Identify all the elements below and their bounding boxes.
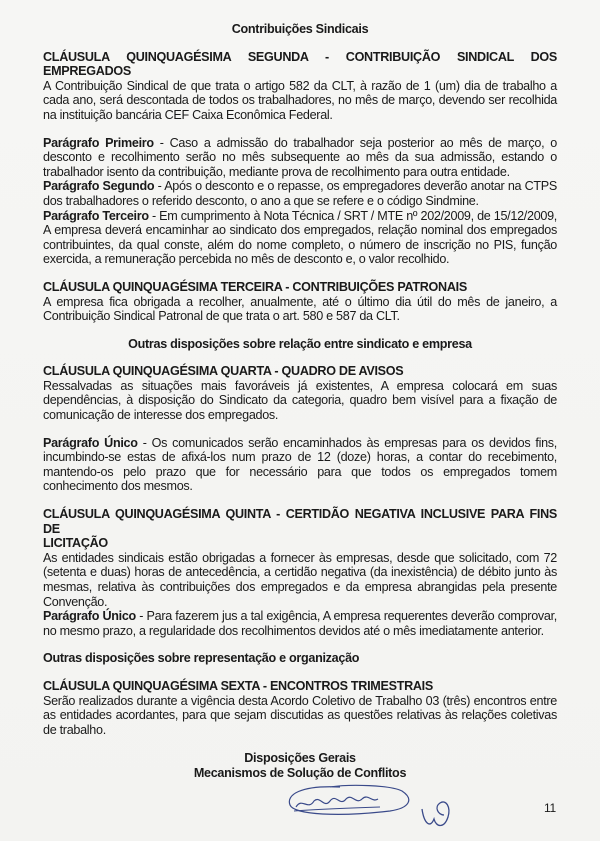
signature-initials-2-icon [418, 795, 458, 833]
clause-52 [43, 50, 557, 267]
section-heading-contribuicoes: Contribuições Sindicais [231, 22, 369, 36]
clause-55-title-line-2: LICITAÇÃO [43, 536, 108, 551]
clause-54-title: CLÁUSULA QUINQUAGÉSIMA QUARTA - QUADRO DE AVISOS [43, 364, 404, 379]
footer-heading-mecanismos: Mecanismos de Solução de Conflitos [193, 765, 407, 780]
section-heading-representacao: Outras disposições sobre representação e organização [43, 651, 360, 666]
clause-56 [43, 679, 557, 737]
clause-55 [43, 507, 557, 638]
clause-55-paragraph-unico [43, 609, 557, 638]
clause-56-title: CLÁUSULA QUINQUAGÉSIMA SEXTA - ENCONTROS TRIMESTRAIS [43, 678, 433, 693]
paragraph-label: Parágrafo Segundo [43, 179, 155, 194]
signature-initials-1-icon [280, 781, 420, 821]
clause-52-body: A Contribuição Sindical de que trata o artigo 582 da CLT, à razão de 1 (um) dia de trabalho a cada ano, será descontada de todos os trabalhadores, no mês de março, devendo ser recolhida na instituição bancária CEF Caixa Econômica Federal. [43, 78, 557, 122]
section-heading-sindicato-empresa: Outras disposições sobre relação entre sindicato e empresa [128, 336, 472, 351]
signature-row [0, 781, 600, 837]
document-footer [0, 751, 600, 836]
clause-55-body: As entidades sindicais estão obrigadas a fornecer às empresas, desde que solicitado, com 72 (setenta e duas) horas de antecedência, a certidão negativa (da inexistência) de débito junto às mesmas, relativa às contribuições dos empregados e da empresa abrangidas pela presente Convenção. [43, 550, 557, 609]
document-content [43, 22, 557, 737]
clause-52-paragraph-2 [43, 179, 557, 208]
clause-54 [43, 364, 557, 494]
clause-55-title-line-1: CLÁUSULA QUINQUAGÉSIMA QUINTA - CERTIDÃO NEGATIVA INCLUSIVE PARA FINS DE [43, 507, 557, 536]
paragraph-label: Parágrafo Único [43, 609, 136, 624]
paragraph-label: Parágrafo Único [43, 435, 138, 450]
paragraph-text: - Após o desconto e o repasse, os empregadores deverão anotar na CTPS dos trabalhadores o referido desconto, o ano a que se refere e o código Sindmine. [43, 179, 557, 208]
paragraph-label: Parágrafo Primeiro [43, 135, 154, 150]
paragraph-label: Parágrafo Terceiro [43, 208, 149, 223]
footer-heading-disposicoes-gerais: Disposições Gerais [244, 751, 356, 766]
clause-52-paragraph-3 [43, 209, 557, 267]
paragraph-text: - Os comunicados serão encaminhados às empresas para os devidos fins, incumbindo-se estas de afixá-los num prazo de 12 (doze) horas, a contar do recebimento, mantendo-os pelo prazo que for necessário para que todos os empregados tomem conhecimento dos mesmos. [43, 435, 557, 494]
clause-53-title: CLÁUSULA QUINQUAGÉSIMA TERCEIRA - CONTRIBUIÇÕES PATRONAIS [43, 279, 467, 294]
clause-56-body: Serão realizados durante a vigência desta Acordo Coletivo de Trabalho 03 (três) encontros entre as entidades acordantes, para que sejam discutidas as questões relativas às relações coletivas de trabalho. [43, 693, 557, 737]
paragraph-text: - Caso a admissão do trabalhador seja posterior ao mês de março, o desconto e recolhimento serão no mês subsequente ao mês da sua admissão, estando o trabalhador isento da contribuição, mediante prova de recolhimento para outra entidade. [43, 135, 557, 179]
page-number: 11 [544, 800, 556, 815]
clause-52-paragraph-1 [43, 136, 557, 180]
clause-53-body: A empresa fica obrigada a recolher, anualmente, até o último dia útil do mês de janeiro, a Contribuição Sindical Patronal de que trata o art. 580 e 587 da CLT. [43, 294, 557, 324]
clause-52-title: CLÁUSULA QUINQUAGÉSIMA SEGUNDA - CONTRIBUIÇÃO SINDICAL DOS EMPREGADOS [43, 49, 557, 79]
clause-53 [43, 280, 557, 324]
paragraph-text: - Para fazerem jus a tal exigência, A empresa requerentes deverão comprovar, no mesmo prazo, a regularidade dos recolhimentos devidos até o mês imediatamente anterior. [43, 609, 558, 638]
paragraph-text: - Em cumprimento à Nota Técnica / SRT / MTE nº 202/2009, de 15/12/2009, A empresa deverá encaminhar ao sindicato dos empregados, relação nominal dos empregados contribuintes, da qual conste, além do nome completo, o número de inscrição no PIS, função exercida, a remuneração percebida no mês de desconto e, o valor recolhido. [43, 208, 557, 267]
clause-54-paragraph-unico [43, 436, 557, 494]
clause-54-body: Ressalvadas as situações mais favoráveis já existentes, A empresa colocará em suas dependências, à disposição do Sindicato da categoria, quadro bem visível para a fixação de comunicação de interesse dos empregados. [43, 378, 557, 423]
